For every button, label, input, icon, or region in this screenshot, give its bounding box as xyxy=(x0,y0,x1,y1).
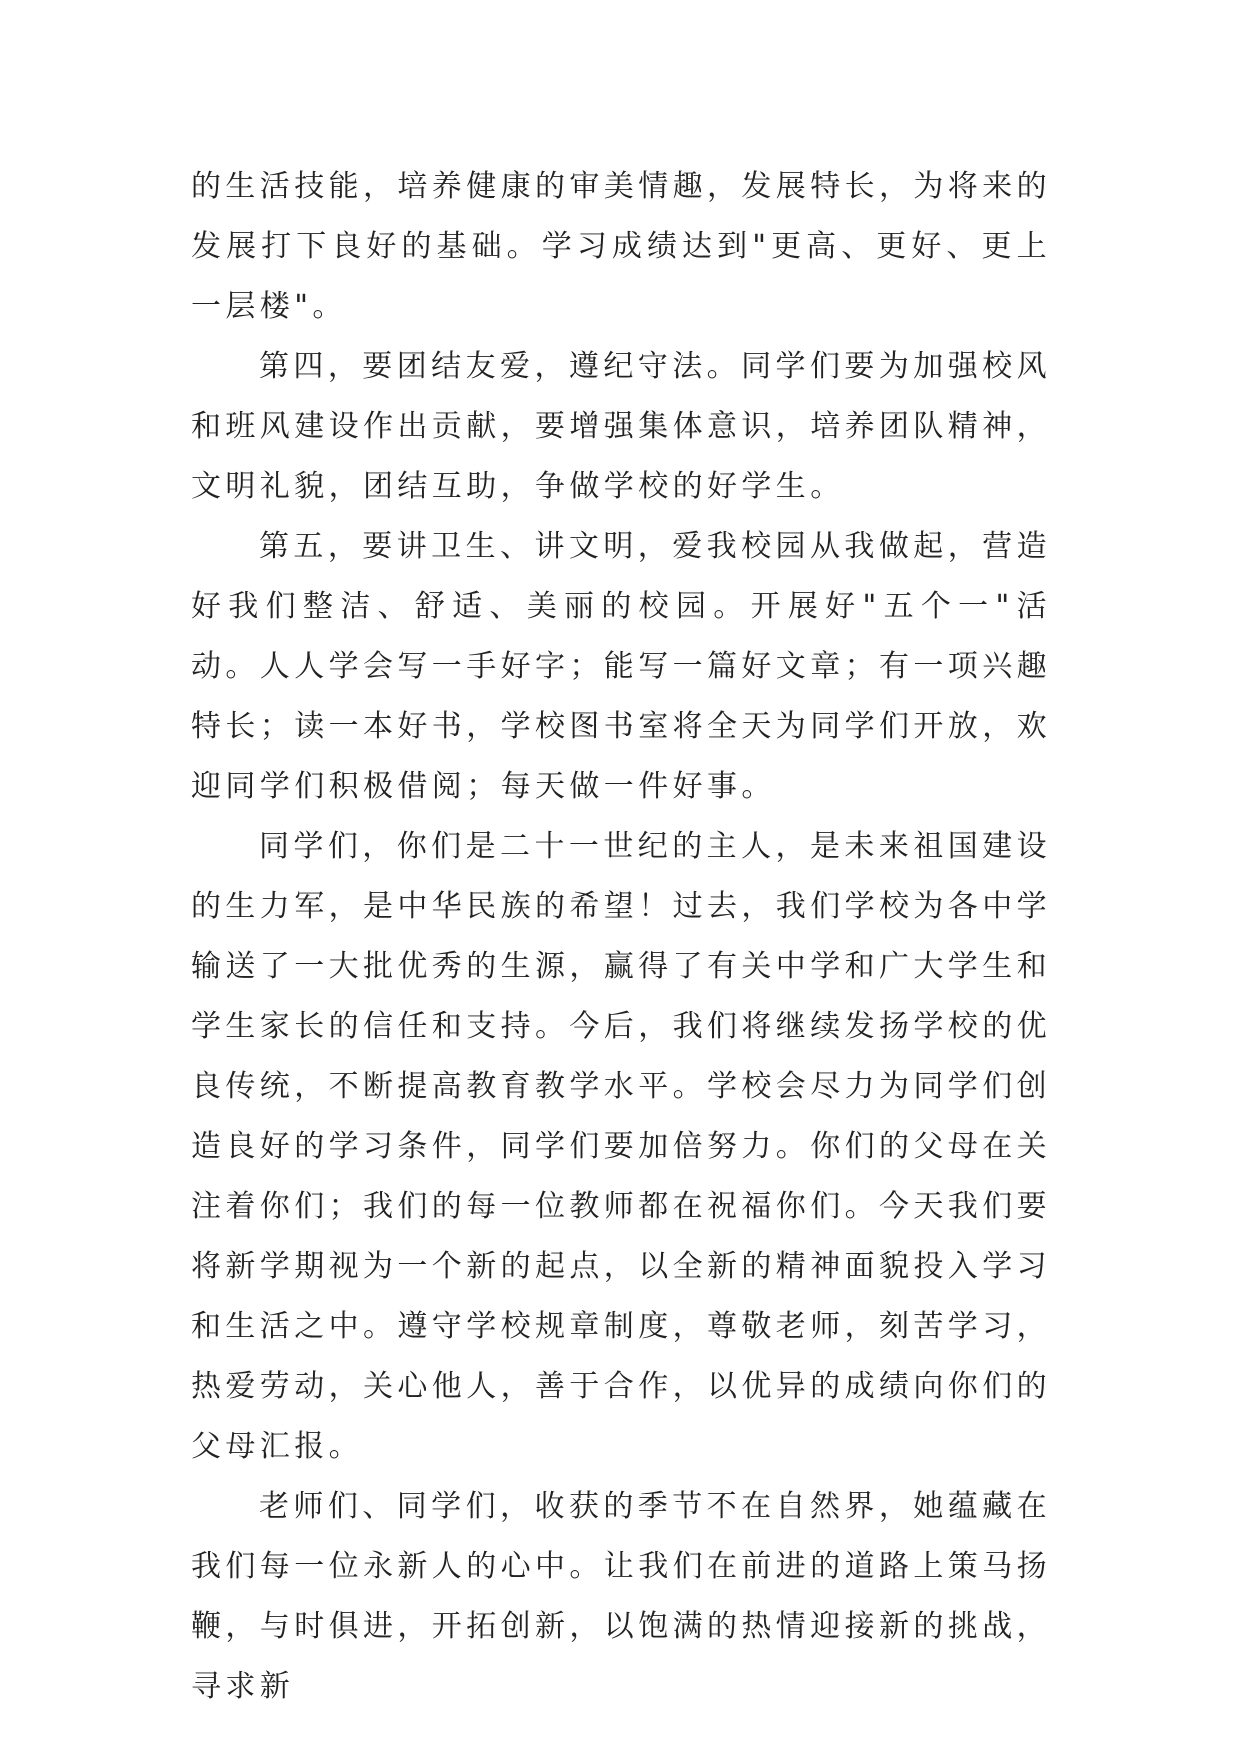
paragraph-5: 老师们、同学们，收获的季节不在自然界，她蕴藏在我们每一位永新人的心中。让我们在前进的道路上策马扬鞭，与时俱进，开拓创新，以饱满的热情迎接新的挑战，寻求新 xyxy=(191,1489,1051,1704)
paragraph-3: 第五，要讲卫生、讲文明，爱我校园从我做起，营造好我们整洁、舒适、美丽的校园。开展好"五个一"活动。人人学会写一手好字；能写一篇好文章；有一项兴趣特长；读一本好书，学校图书室将全天为同学们开放，欢迎同学们积极借阅；每天做一件好事。 xyxy=(191,529,1051,804)
paragraph-4: 同学们，你们是二十一世纪的主人，是未来祖国建设的生力军，是中华民族的希望！过去，我们学校为各中学输送了一大批优秀的生源，赢得了有关中学和广大学生和学生家长的信任和支持。今后，我们将继续发扬学校的优良传统，不断提高教育教学水平。学校会尽力为同学们创造良好的学习条件，同学们要加倍努力。你们的父母在关注着你们；我们的每一位教师都在祝福你们。今天我们要将新学期视为一个新的起点，以全新的精神面貌投入学习和生活之中。遵守学校规章制度，尊敬老师，刻苦学习，热爱劳动，关心他人，善于合作，以优异的成绩向你们的父母汇报。 xyxy=(191,829,1051,1464)
document-body xyxy=(191,157,1051,1717)
paragraph-2: 第四，要团结友爱，遵纪守法。同学们要为加强校风和班风建设作出贡献，要增强集体意识，培养团队精神，文明礼貌，团结互助，争做学校的好学生。 xyxy=(191,349,1051,504)
paragraph-1: 的生活技能，培养健康的审美情趣，发展特长，为将来的发展打下良好的基础。学习成绩达到"更高、更好、更上一层楼"。 xyxy=(191,169,1051,324)
